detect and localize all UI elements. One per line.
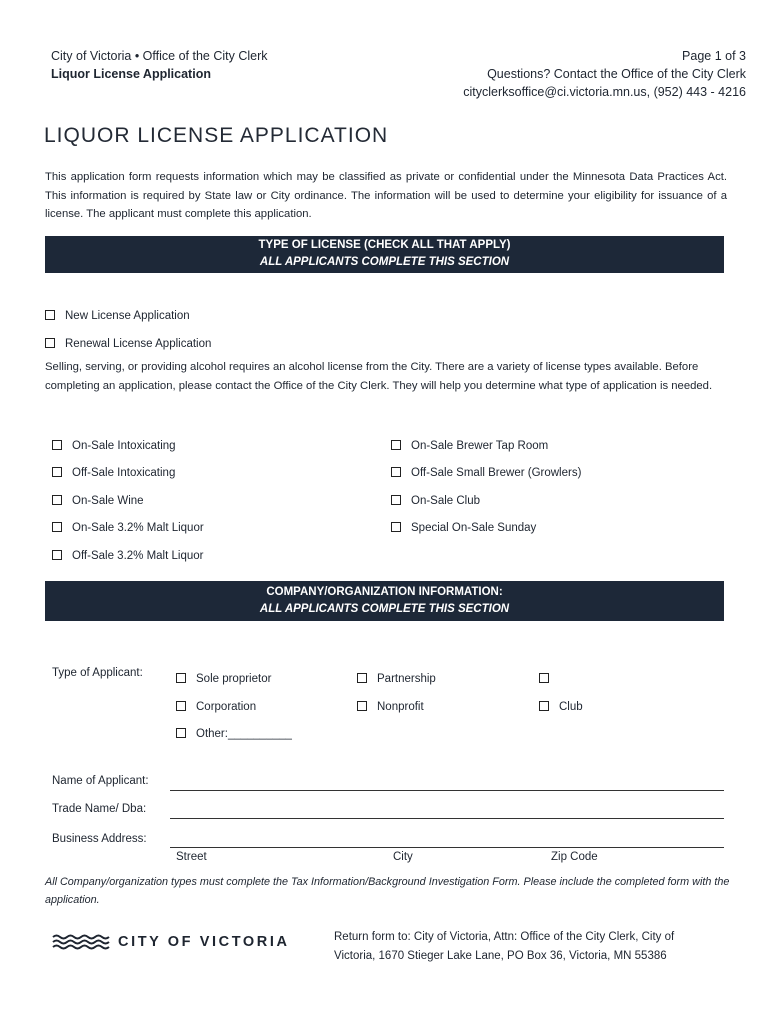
option-label: On-Sale Club	[411, 495, 481, 507]
applicant-type-option[interactable]	[176, 727, 292, 741]
license-option[interactable]	[391, 521, 536, 535]
section-heading: TYPE OF LICENSE (CHECK ALL THAT APPLY)	[258, 239, 511, 251]
license-option[interactable]	[52, 521, 204, 535]
page-title: LIQUOR LICENSE APPLICATION	[44, 124, 389, 147]
license-option[interactable]	[52, 439, 176, 453]
business-address-field[interactable]	[170, 847, 724, 848]
license-checkbox[interactable]	[391, 467, 401, 477]
license-option[interactable]	[391, 494, 480, 508]
business-address-label: Business Address:	[52, 833, 147, 845]
questions-line: Questions? Contact the Office of the City Clerk	[487, 67, 746, 81]
applicant-type-checkbox[interactable]	[176, 673, 186, 683]
intro-paragraph: This application form requests information which may be classified as private or confidential under the Minnesota Data Practices Act. This information is required by State law or City ordinance. The information will be used to determine your eligibility for issuance of a license. The applicant must complete this application.	[45, 171, 727, 220]
return-address: Return form to: City of Victoria, Attn: Office of the City Clerk, City of Victoria, 1670 Stieger Lake Lane, PO Box 36, Victoria, MN 55386	[334, 931, 675, 962]
name-of-applicant-field[interactable]	[170, 790, 724, 791]
option-label: On-Sale Intoxicating	[72, 440, 176, 452]
option-label: Sole proprietor	[196, 673, 272, 685]
license-checkbox[interactable]	[391, 522, 401, 532]
license-checkbox[interactable]	[52, 440, 62, 450]
applicant-type-option[interactable]	[539, 700, 583, 714]
license-option[interactable]	[391, 439, 548, 453]
renewal-license-option[interactable]	[45, 337, 211, 351]
trade-name-field[interactable]	[170, 818, 724, 819]
applicant-type-option[interactable]	[357, 700, 424, 714]
applicant-type-checkbox[interactable]	[357, 701, 367, 711]
option-label: Special On-Sale Sunday	[411, 522, 537, 534]
applicant-type-option[interactable]	[176, 672, 271, 686]
option-label: Off-Sale Small Brewer (Growlers)	[411, 467, 582, 479]
new-license-option[interactable]	[45, 309, 190, 323]
license-option[interactable]	[52, 494, 144, 508]
section-subheading: ALL APPLICANTS COMPLETE THIS SECTION	[259, 603, 510, 615]
option-label: Nonprofit	[377, 701, 424, 713]
org-line: City of Victoria • Office of the City Clerk	[51, 49, 268, 63]
license-option[interactable]	[52, 466, 175, 480]
form-name: Liquor License Application	[51, 67, 211, 81]
option-label: Renewal License Application	[65, 338, 212, 350]
license-checkbox[interactable]	[52, 467, 62, 477]
license-option[interactable]	[52, 549, 203, 563]
name-of-applicant-label: Name of Applicant:	[52, 775, 149, 787]
license-checkbox[interactable]	[52, 550, 62, 560]
company-info-section-header	[45, 581, 724, 621]
option-label: On-Sale Wine	[72, 495, 144, 507]
renewal-license-checkbox[interactable]	[45, 338, 55, 348]
applicant-type-checkbox[interactable]	[539, 701, 549, 711]
license-type-section-header	[45, 236, 724, 273]
applicant-type-checkbox[interactable]	[176, 701, 186, 711]
section-subheading: ALL APPLICANTS COMPLETE THIS SECTION	[259, 256, 510, 268]
city-caption: City	[393, 851, 413, 863]
license-checkbox[interactable]	[391, 440, 401, 450]
license-checkbox[interactable]	[52, 495, 62, 505]
option-label: Partnership	[377, 673, 436, 685]
page-number: Page 1 of 3	[682, 49, 746, 63]
license-note: Selling, serving, or providing alcohol requires an alcohol license from the City. There are a variety of license types available. Before completing an application, please contact the Office of the City Clerk. They will help you determine what type of application is needed.	[45, 361, 713, 392]
applicant-type-option[interactable]	[176, 700, 256, 714]
street-caption: Street	[176, 851, 207, 863]
trade-name-label: Trade Name/ Dba:	[52, 803, 147, 815]
logo-text: CITY OF VICTORIA	[118, 934, 290, 950]
company-footnote: All Company/organization types must complete the Tax Information/Background Investigation Form. Please include the completed form with the application.	[45, 876, 730, 906]
license-checkbox[interactable]	[52, 522, 62, 532]
option-label: Corporation	[196, 701, 257, 713]
city-logo	[52, 932, 290, 952]
license-checkbox[interactable]	[391, 495, 401, 505]
applicant-type-option[interactable]	[539, 672, 559, 686]
type-of-applicant-label: Type of Applicant:	[52, 667, 143, 679]
section-heading: COMPANY/ORGANIZATION INFORMATION:	[266, 586, 503, 598]
zip-caption: Zip Code	[551, 851, 598, 863]
license-option[interactable]	[391, 466, 581, 480]
option-label: On-Sale 3.2% Malt Liquor	[72, 522, 204, 534]
option-label: Off-Sale Intoxicating	[72, 467, 176, 479]
applicant-type-checkbox[interactable]	[539, 673, 549, 683]
header-left	[51, 47, 268, 83]
option-label: Club	[559, 701, 583, 713]
applicant-type-checkbox[interactable]	[176, 728, 186, 738]
option-label: Off-Sale 3.2% Malt Liquor	[72, 550, 204, 562]
header-right	[463, 47, 746, 101]
waves-icon	[52, 932, 110, 952]
applicant-type-option[interactable]	[357, 672, 436, 686]
contact-line: cityclerksoffice@ci.victoria.mn.us, (952) 443 - 4216	[463, 85, 746, 99]
option-label: Other:__________	[196, 728, 292, 740]
new-license-checkbox[interactable]	[45, 310, 55, 320]
option-label: On-Sale Brewer Tap Room	[411, 440, 549, 452]
applicant-type-checkbox[interactable]	[357, 673, 367, 683]
option-label: New License Application	[65, 310, 190, 322]
